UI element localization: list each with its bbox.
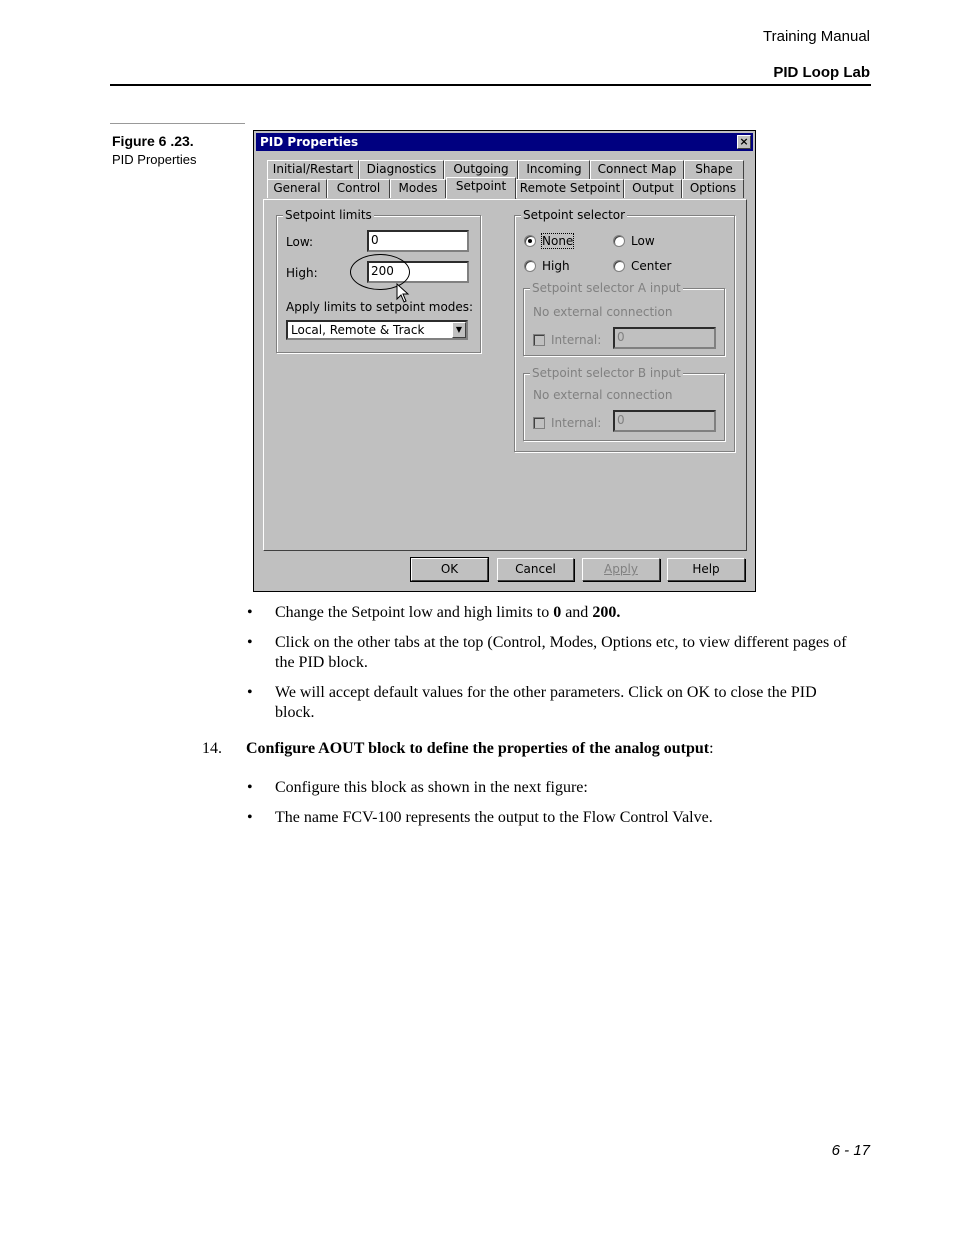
high-input[interactable]: 200 <box>367 261 469 283</box>
radio-none-label[interactable]: None <box>542 234 574 248</box>
low-label: Low: <box>286 235 314 249</box>
close-icon[interactable]: × <box>737 135 751 149</box>
apply-limits-select[interactable] <box>286 320 468 340</box>
mouse-pointer-icon <box>396 283 410 303</box>
chevron-down-icon[interactable]: ▼ <box>452 322 466 338</box>
list-item <box>247 603 847 623</box>
selector-a-label: Setpoint selector A input <box>532 281 681 295</box>
bullet-list-aout <box>247 778 847 838</box>
tab-initial-restart[interactable]: Initial/Restart <box>267 160 359 179</box>
apply-limits-label: Apply limits to setpoint modes: <box>286 300 474 314</box>
radio-center[interactable] <box>613 260 625 272</box>
tab-setpoint[interactable]: Setpoint <box>446 177 516 199</box>
radio-high-label[interactable]: High <box>542 259 570 273</box>
selector-b-group <box>523 366 725 441</box>
radio-center-label[interactable]: Center <box>631 259 672 273</box>
tab-connect-map[interactable]: Connect Map <box>590 160 684 179</box>
selector-a-group <box>523 281 725 356</box>
tab-options[interactable]: Options <box>682 179 744 198</box>
dialog-title: PID Properties <box>260 135 359 149</box>
selector-b-status: No external connection <box>533 388 673 402</box>
tab-control[interactable]: Control <box>327 179 390 198</box>
selector-b-label: Setpoint selector B input <box>532 366 681 380</box>
tab-general[interactable]: General <box>267 179 327 198</box>
selector-a-internal-input[interactable]: 0 <box>613 327 716 349</box>
list-item: • We will accept default values for the other parameters. Click on OK to close the PID block. <box>247 683 847 723</box>
list-item: • Click on the other tabs at the top (Control, Modes, Options etc, to view different pages of the PID block. <box>247 633 847 673</box>
tab-panel-setpoint <box>263 199 747 551</box>
radio-low-label[interactable]: Low <box>631 234 655 248</box>
step-text <box>246 740 714 758</box>
tab-outgoing[interactable]: Outgoing <box>444 160 518 179</box>
running-header-title: Training Manual <box>763 28 870 45</box>
setpoint-selector-label: Setpoint selector <box>523 208 626 222</box>
tab-modes[interactable]: Modes <box>390 179 446 198</box>
radio-low[interactable] <box>613 235 625 247</box>
setpoint-selector-group <box>514 208 735 452</box>
low-input[interactable]: 0 <box>367 230 469 252</box>
apply-limits-value: Local, Remote & Track <box>291 323 425 337</box>
setpoint-limits-label: Setpoint limits <box>285 208 372 222</box>
selector-b-internal-input[interactable]: 0 <box>613 410 716 432</box>
step-text-bold: Configure AOUT block to define the properties of the analog output <box>246 740 710 757</box>
bullet-list-setpoint <box>247 603 847 733</box>
bullet-0-low: 0 <box>553 604 562 621</box>
step-text-tail: : <box>709 740 714 757</box>
selector-a-status: No external connection <box>533 305 673 319</box>
cancel-button[interactable]: Cancel <box>497 558 574 581</box>
step-number: 14. <box>202 740 222 757</box>
high-label: High: <box>286 266 318 280</box>
radio-none[interactable] <box>524 235 536 247</box>
list-item: • The name FCV-100 represents the output to the Flow Control Valve. <box>247 808 847 828</box>
tab-shape[interactable]: Shape <box>684 160 744 179</box>
figure-rule <box>110 123 245 124</box>
help-button[interactable]: Help <box>667 558 745 581</box>
header-rule <box>110 84 871 86</box>
tab-diagnostics[interactable]: Diagnostics <box>359 160 444 179</box>
selector-a-internal-label: Internal: <box>551 333 602 347</box>
ok-button[interactable]: OK <box>411 558 488 581</box>
running-header-section: PID Loop Lab <box>773 64 870 81</box>
bullet-0-pre: Change the Setpoint low and high limits to <box>275 604 554 621</box>
bullet-0-and: and <box>561 604 593 621</box>
figure-caption: PID Properties <box>112 152 197 167</box>
selector-b-internal-checkbox[interactable] <box>533 417 545 429</box>
page-number: 6 - 17 <box>831 1142 870 1159</box>
selector-a-internal-checkbox[interactable] <box>533 334 545 346</box>
pid-properties-dialog <box>253 130 756 592</box>
tab-incoming[interactable]: Incoming <box>518 160 590 179</box>
radio-high[interactable] <box>524 260 536 272</box>
figure-number: Figure 6 .23. <box>112 133 194 149</box>
dialog-title-bar <box>256 133 753 151</box>
tab-remote-setpoint[interactable]: Remote Setpoint <box>516 179 624 198</box>
apply-button[interactable]: Apply <box>582 558 660 581</box>
bullet-0-high: 200. <box>592 604 621 621</box>
selector-b-internal-label: Internal: <box>551 416 602 430</box>
tab-output[interactable]: Output <box>624 179 682 198</box>
list-item: • Configure this block as shown in the next figure: <box>247 778 847 798</box>
